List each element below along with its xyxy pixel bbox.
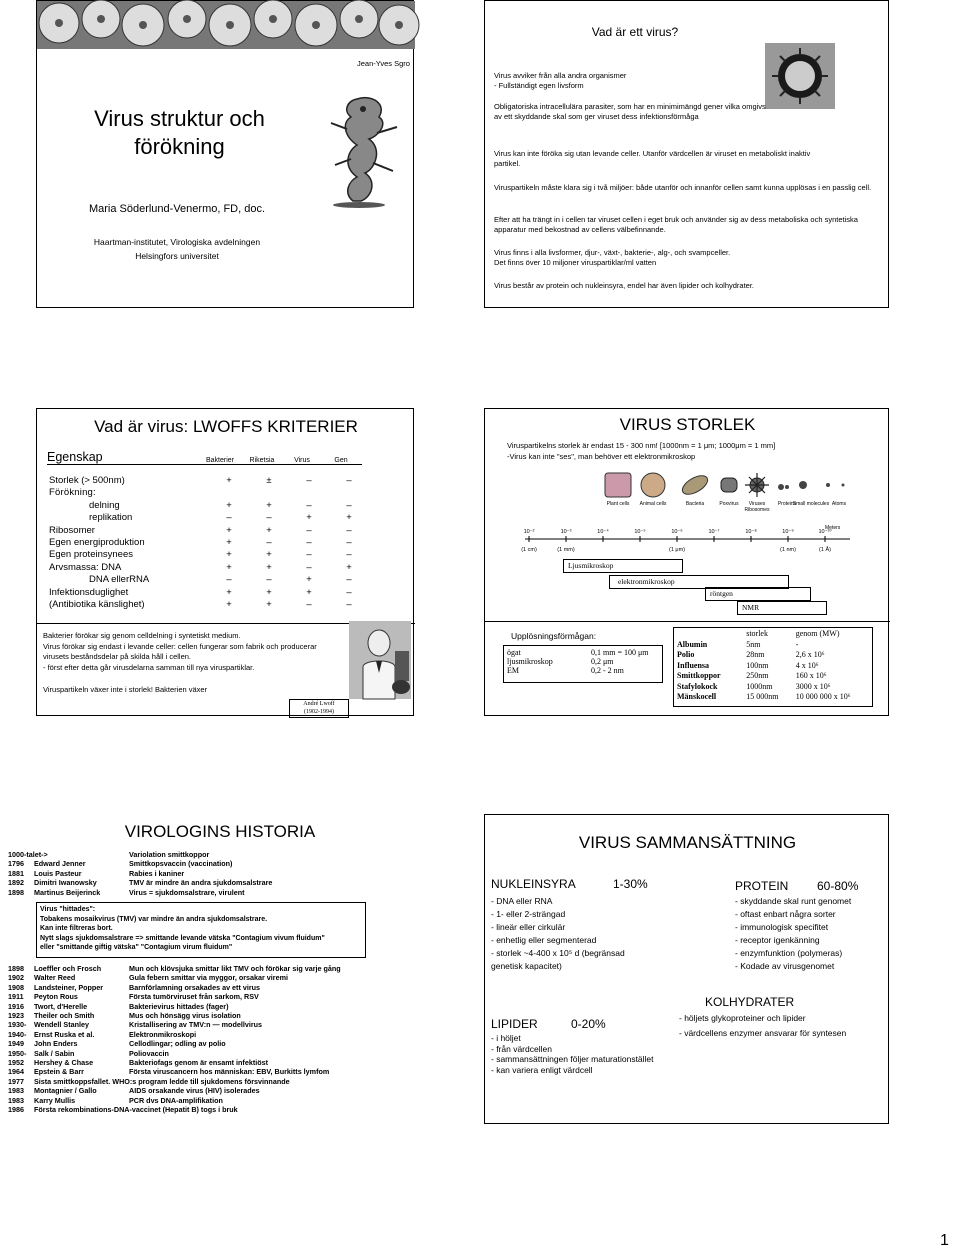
resolution-value: 0,2 - 2 nm bbox=[591, 666, 624, 675]
history-row bbox=[8, 964, 414, 973]
note-4: Viruspartikeln växer inte i storlek! Bakterien växer bbox=[43, 685, 208, 694]
size-cell: Mänskocell bbox=[677, 692, 717, 701]
box-line: Tobakens mosaikvirus (TMV) var mindre än andra sjukdomsalstrare. bbox=[40, 915, 268, 923]
label-small-molecules: Small molecules bbox=[792, 501, 830, 507]
list-item: - oftast enbart några sorter bbox=[735, 909, 836, 919]
size-line-1: Viruspartikelns storlek är endast 15 - 300 nm! [1000nm = 1 μm; 1000μm = 1 mm] bbox=[507, 441, 776, 450]
criteria-value: – bbox=[306, 537, 312, 549]
history-year: 1898 bbox=[8, 964, 24, 973]
criteria-value: + bbox=[226, 475, 232, 486]
size-cell: Smittkoppor bbox=[677, 671, 721, 680]
criteria-value: + bbox=[266, 524, 272, 536]
list-item: - receptor igenkänning bbox=[735, 935, 820, 945]
criteria-value: – bbox=[346, 549, 352, 561]
caption-name: André Lwoff bbox=[303, 701, 335, 707]
scale-unit-label: (1 nm) bbox=[780, 547, 796, 553]
resolution-value: 0,1 mm = 100 μm bbox=[591, 648, 649, 657]
label-atoms: Atoms bbox=[831, 501, 847, 507]
history-event: Elektronmikroskopi bbox=[129, 1029, 197, 1039]
criteria-row bbox=[49, 512, 369, 524]
history-later-list bbox=[8, 964, 414, 1115]
history-name: Wendell Stanley bbox=[34, 1020, 89, 1030]
criteria-value: + bbox=[266, 499, 272, 511]
criteria-label: Ribosomer bbox=[49, 524, 95, 536]
criteria-value: + bbox=[226, 499, 232, 511]
history-year: 1983 bbox=[8, 1095, 24, 1105]
criteria-row bbox=[49, 525, 369, 537]
list-item: - skyddande skal runt genomet bbox=[735, 896, 852, 906]
list-item: - Kodade av virusgenomet bbox=[735, 961, 835, 971]
history-name: Sista smittkoppsfallet. WHO:s program ledde till sjukdomens försvinnande bbox=[34, 1076, 290, 1086]
history-name: Theiler och Smith bbox=[34, 1011, 95, 1021]
history-name: Karry Mullis bbox=[34, 1095, 76, 1105]
criteria-value bbox=[249, 487, 289, 499]
criteria-value: – bbox=[346, 475, 352, 486]
size-cell: 160 x 10⁶ bbox=[795, 671, 827, 680]
criteria-value: – bbox=[306, 599, 312, 611]
history-name: Epstein & Barr bbox=[34, 1067, 84, 1077]
history-row bbox=[8, 1086, 414, 1095]
scale-tick-label: 10⁻⁹ bbox=[782, 529, 794, 535]
history-row bbox=[8, 992, 414, 1001]
list-item: - höljets glykoproteiner och lipider bbox=[679, 1013, 806, 1023]
lipid-pct: 0-20% bbox=[571, 1017, 606, 1031]
criteria-value: + bbox=[226, 586, 232, 598]
size-header-cell bbox=[674, 629, 743, 640]
history-row bbox=[8, 878, 408, 887]
criteria-value: – bbox=[306, 561, 312, 573]
size-header-cell: genom (MW) bbox=[795, 629, 840, 638]
history-row bbox=[8, 983, 414, 992]
history-year: 1911 bbox=[8, 992, 24, 1002]
scale-tick-label: 10⁻³ bbox=[560, 529, 572, 535]
scale-unit-label: (1 Å) bbox=[819, 547, 831, 553]
history-name: Twort, d'Herelle bbox=[34, 1001, 88, 1011]
history-year: 1940- bbox=[8, 1029, 27, 1039]
list-item: - 1- eller 2-strängad bbox=[491, 909, 566, 919]
history-event: Virus = sjukdomsalstrare, virulent bbox=[129, 887, 245, 897]
criteria-value: ± bbox=[266, 475, 272, 486]
list-item: - enhetlig eller segmenterad bbox=[491, 935, 597, 945]
criteria-value: + bbox=[266, 599, 272, 611]
size-cell: Stafylokock bbox=[677, 681, 718, 691]
criteria-row bbox=[49, 587, 369, 599]
resolution-value: 0,2 μm bbox=[591, 657, 614, 666]
lipid-title: LIPIDER bbox=[491, 1017, 538, 1031]
slide-virus-size bbox=[484, 408, 889, 716]
slide4-title: VIRUS STORLEK bbox=[619, 415, 756, 434]
criteria-value: – bbox=[306, 475, 312, 486]
list-item: - lineär eller cirkulär bbox=[491, 922, 566, 932]
method-xray: röntgen bbox=[705, 587, 811, 601]
size-row bbox=[674, 682, 872, 693]
history-year: 1898 bbox=[8, 887, 24, 897]
history-row bbox=[8, 1105, 414, 1114]
criteria-row bbox=[49, 537, 369, 549]
criteria-value: + bbox=[266, 549, 272, 561]
criteria-row bbox=[49, 549, 369, 561]
history-event: Gula febern smittar via myggor, orsakar viremi bbox=[129, 973, 288, 983]
header-col: Virus bbox=[294, 457, 310, 464]
label-bacteria: Bacteria bbox=[685, 501, 705, 507]
list-item: - storlek ~4-400 x 10⁵ d (begränsad bbox=[491, 948, 625, 958]
label-plant-cells: Plant cells bbox=[606, 501, 630, 507]
criteria-label: delning bbox=[89, 499, 120, 511]
history-name: Edward Jenner bbox=[34, 859, 86, 869]
criteria-value: – bbox=[266, 512, 272, 524]
criteria-value: – bbox=[306, 499, 312, 511]
protein-title: PROTEIN bbox=[735, 879, 789, 893]
history-row bbox=[8, 850, 408, 859]
history-name: Första rekombinations-DNA-vaccinet (Hepatit B) togs i bruk bbox=[34, 1105, 238, 1115]
history-name: Loeffler och Frosch bbox=[34, 964, 102, 973]
size-cell: 100nm bbox=[746, 660, 769, 670]
history-name: Walter Reed bbox=[34, 973, 76, 983]
scale-unit-label: (1 μm) bbox=[668, 547, 686, 553]
criteria-row bbox=[49, 475, 369, 487]
history-name: Montagnier / Gallo bbox=[34, 1086, 97, 1096]
size-cell: 28nm bbox=[746, 650, 765, 659]
header-col: Bakterier bbox=[205, 457, 234, 464]
criteria-value: – bbox=[346, 574, 352, 586]
history-event: Bakterievirus hittades (fager) bbox=[129, 1001, 229, 1011]
history-event: Första viruscancern hos människan: EBV, Burkitts lymfom bbox=[129, 1067, 330, 1077]
label-meters: Meters bbox=[825, 525, 841, 531]
history-row bbox=[8, 869, 408, 878]
size-cell: 1000nm bbox=[746, 681, 773, 691]
criteria-value bbox=[209, 487, 249, 499]
criteria-value: – bbox=[226, 512, 232, 524]
criteria-value: – bbox=[346, 499, 352, 511]
scale-unit-label: (1 mm) bbox=[557, 547, 575, 553]
list-item: - från värdcellen bbox=[491, 1043, 552, 1054]
history-year: 1902 bbox=[8, 973, 24, 983]
criteria-value: + bbox=[306, 512, 312, 524]
history-row bbox=[8, 1049, 414, 1058]
virus-discovered-box bbox=[36, 902, 366, 958]
caption-years: (1902-1994) bbox=[304, 708, 334, 715]
history-year: 1916 bbox=[8, 1001, 24, 1011]
note-3: - först efter detta går virusdelarna samman till nya viruspartiklar. bbox=[43, 663, 255, 672]
history-year: 1923 bbox=[8, 1011, 24, 1021]
history-event: Mun och klövsjuka smittar likt TMV och förökar sig varje gång bbox=[129, 964, 341, 973]
history-row bbox=[8, 1011, 414, 1020]
criteria-value: + bbox=[226, 524, 232, 536]
slide-what-is-virus bbox=[484, 0, 889, 308]
paragraph-5: Efter att ha trängt in i cellen tar viruset cellen i eget bruk och använder sig av dess metaboliska och syntetiska apparatur med bekostnad av cellens välbefinnande. bbox=[494, 215, 858, 234]
history-event: Smittkopsvaccin (vaccination) bbox=[129, 859, 233, 869]
resolution-row bbox=[504, 666, 651, 675]
history-year: 1796 bbox=[8, 859, 24, 869]
slide-title-text: Virus struktur och förökning bbox=[94, 106, 265, 159]
slide-lwoff-criteria bbox=[36, 408, 414, 716]
history-name: Martinus Beijerinck bbox=[34, 887, 101, 897]
criteria-value: + bbox=[226, 561, 232, 573]
label-poxvirus: Poxvirus bbox=[719, 501, 739, 507]
size-row bbox=[674, 692, 872, 703]
size-cell: 250nm bbox=[746, 671, 769, 680]
author: Maria Söderlund-Venermo, FD, doc. bbox=[88, 203, 266, 215]
criteria-value: – bbox=[346, 586, 352, 598]
criteria-value: + bbox=[226, 537, 232, 549]
history-year: 1950- bbox=[8, 1048, 27, 1058]
criteria-value: – bbox=[346, 599, 352, 611]
history-year: 1930- bbox=[8, 1020, 27, 1030]
list-item: - kan variera enligt värdcell bbox=[491, 1064, 593, 1075]
box-line: eller "smittande giftig vätska" "Contagium virum fluidum" bbox=[40, 944, 233, 951]
history-row bbox=[8, 1020, 414, 1029]
criteria-value bbox=[329, 487, 369, 499]
size-cell: Influensa bbox=[677, 660, 710, 670]
method-electron-microscope: elektronmikroskop bbox=[609, 575, 789, 589]
criteria-label: Arvsmassa: DNA bbox=[49, 561, 122, 573]
note-2: Virus förökar sig endast i levande celler: cellen fungerar som fabrik och producerar virusets beståndsdelar på skilda håll i cellen. bbox=[43, 642, 317, 661]
resolution-key: EM bbox=[507, 666, 519, 675]
criteria-value: + bbox=[266, 586, 272, 598]
criteria-row bbox=[49, 500, 369, 512]
history-event: Mus och hönsägg virus isolation bbox=[129, 1011, 241, 1021]
criteria-label: Infektionsduglighet bbox=[49, 586, 129, 598]
history-row bbox=[8, 973, 414, 982]
criteria-label: Förökning: bbox=[49, 487, 96, 499]
history-year: 1983 bbox=[8, 1086, 24, 1096]
criteria-value: – bbox=[266, 537, 272, 549]
label-proteins: Proteins bbox=[777, 501, 797, 507]
criteria-label: Egen energiproduktion bbox=[49, 537, 145, 549]
cell-icons bbox=[605, 472, 845, 498]
resolution-title: Upplösningsförmågan: bbox=[511, 631, 597, 641]
size-header-cell: storlek bbox=[746, 629, 768, 638]
criteria-table bbox=[49, 475, 369, 611]
list-item: genetisk kapacitet) bbox=[491, 961, 562, 971]
resolution-key: ljusmikroskop bbox=[507, 657, 553, 666]
size-cell: 2,6 x 10⁶ bbox=[795, 650, 825, 659]
protein-pct: 60-80% bbox=[817, 879, 859, 893]
history-row bbox=[8, 888, 408, 897]
history-event: PCR dvs DNA-amplifikation bbox=[129, 1095, 223, 1105]
university: Helsingfors universitet bbox=[135, 251, 219, 261]
note-1: Bakterier förökar sig genom celldelning i syntetiskt medium. bbox=[43, 631, 241, 640]
size-cell: - bbox=[795, 639, 799, 649]
criteria-value: – bbox=[306, 524, 312, 536]
scale-tick-label: 10⁻⁵ bbox=[634, 529, 646, 535]
label-ribosomes: Ribosomes bbox=[744, 507, 770, 513]
criteria-value: – bbox=[266, 574, 272, 586]
size-scale-diagram bbox=[521, 467, 855, 565]
history-row bbox=[8, 1030, 414, 1039]
carbohydrate-list bbox=[679, 1011, 846, 1041]
criteria-value: + bbox=[306, 574, 312, 586]
history-event: Barnförlamning orsakades av ett virus bbox=[129, 982, 261, 992]
size-line-2: -Virus kan inte "ses", man behöver ett elektronmikroskop bbox=[507, 452, 696, 461]
size-cell: Albumin bbox=[677, 639, 708, 649]
criteria-row bbox=[49, 599, 369, 611]
criteria-value: – bbox=[226, 574, 232, 586]
history-name: Salk / Sabin bbox=[34, 1048, 75, 1058]
criteria-value: + bbox=[346, 561, 352, 573]
box-line: Kan inte filtreras bort. bbox=[40, 925, 113, 932]
history-event: Cellodlingar; odling av polio bbox=[129, 1039, 226, 1049]
resolution-table bbox=[503, 645, 663, 683]
method-light-microscope: Ljusmikroskop bbox=[563, 559, 683, 573]
photo-credit: Jean-Yves Sgro bbox=[357, 59, 410, 68]
scale-tick-label: 10⁻⁸ bbox=[745, 529, 757, 535]
history-year: 1949 bbox=[8, 1039, 24, 1049]
divider bbox=[485, 621, 890, 622]
criteria-label: (Antibiotika känslighet) bbox=[49, 599, 145, 611]
slide-virus-composition bbox=[484, 814, 889, 1124]
history-name: Hershey & Chase bbox=[34, 1058, 94, 1068]
protein-list bbox=[735, 895, 851, 973]
institute: Haartman-institutet, Virologiska avdelningen bbox=[93, 237, 261, 247]
size-cell: 15 000nm bbox=[746, 692, 779, 701]
portrait-caption bbox=[289, 699, 349, 718]
history-event: Rabies i kaniner bbox=[129, 868, 185, 878]
size-cell: 3000 x 10⁶ bbox=[795, 681, 831, 691]
slide2-title: Vad är ett virus? bbox=[591, 25, 679, 39]
history-event: AIDS orsakande virus (HIV) isolerades bbox=[129, 1086, 260, 1096]
history-row bbox=[8, 1067, 414, 1076]
history-year: 1964 bbox=[8, 1067, 24, 1077]
history-year: 1908 bbox=[8, 982, 24, 992]
history-name: John Enders bbox=[34, 1039, 78, 1049]
label-animal-cells: Animal cells bbox=[639, 501, 667, 507]
resolution-row bbox=[504, 657, 651, 666]
history-event: Variolation smittkoppor bbox=[129, 850, 210, 859]
size-header-row bbox=[674, 629, 872, 640]
scale-tick-label: 10⁻² bbox=[523, 529, 535, 535]
resolution-row bbox=[504, 648, 651, 657]
list-item: - i höljet bbox=[491, 1033, 521, 1043]
paragraph-7: Virus består av protein och nukleinsyra, endel har även lipider och kolhydrater. bbox=[494, 281, 755, 290]
history-row bbox=[8, 1002, 414, 1011]
history-year: 1986 bbox=[8, 1105, 24, 1115]
slide5-title: VIROLOGINS HISTORIA bbox=[124, 822, 316, 841]
criteria-value: – bbox=[306, 549, 312, 561]
size-row bbox=[674, 671, 872, 682]
history-event: Kristallisering av TMV:n — modellvirus bbox=[129, 1020, 263, 1030]
history-year: 1977 bbox=[8, 1076, 24, 1086]
paragraph-6: Virus finns i alla livsformer, djur-, växt-, bakterie-, alg-, och svampceller. Det finns över 10 miljoner viruspartiklar/ml vatten bbox=[494, 248, 731, 267]
history-year: 1952 bbox=[8, 1058, 24, 1068]
slide-title bbox=[36, 0, 414, 308]
criteria-label: Storlek (> 500nm) bbox=[49, 475, 125, 486]
header-col: Riketsia bbox=[249, 457, 275, 464]
virus-figure-illustration bbox=[317, 89, 412, 209]
size-row bbox=[674, 640, 872, 651]
criteria-label: DNA ellerRNA bbox=[89, 574, 150, 586]
history-row bbox=[8, 1058, 414, 1067]
virus-particle-photo bbox=[765, 43, 835, 109]
criteria-label: Egen proteinsynees bbox=[49, 549, 133, 561]
nucleic-acid-list bbox=[491, 895, 625, 973]
criteria-value: + bbox=[266, 561, 272, 573]
history-row bbox=[8, 1096, 414, 1105]
nucleic-acid-title: NUKLEINSYRA bbox=[491, 877, 576, 891]
scale-tick-label: 10⁻⁷ bbox=[708, 529, 720, 535]
page-number: 1 bbox=[940, 1232, 949, 1249]
paragraph-2: Obligatoriska intracellulära parasiter, som har en minimimängd gener vilka omgivs av ett skyddande skal som ger viruset dess infektionsförmåga bbox=[494, 102, 766, 121]
resolution-key: ögat bbox=[507, 648, 521, 657]
size-row bbox=[674, 661, 872, 672]
criteria-value: + bbox=[306, 586, 312, 598]
method-nmr: NMR bbox=[737, 601, 827, 615]
box-line: Virus "hittades": bbox=[40, 906, 96, 913]
scale-unit-label: (1 cm) bbox=[521, 547, 537, 553]
nucleic-acid-pct: 1-30% bbox=[613, 877, 648, 891]
lipid-list bbox=[491, 1033, 654, 1075]
label-viruses: Viruses bbox=[748, 501, 766, 507]
criteria-value bbox=[289, 487, 329, 499]
list-item: - värdcellens enzymer ansvarar för syntesen bbox=[679, 1028, 847, 1038]
history-event: TMV är mindre än andra sjukdomsalstrare bbox=[129, 878, 273, 888]
size-cell: Polio bbox=[677, 650, 695, 659]
box-line: Nytt slags sjukdomsalstrare => smittande levande vätska "Contagium vivum fluidum" bbox=[40, 934, 325, 942]
history-name: Dimitri Iwanowsky bbox=[34, 878, 97, 888]
history-early-list bbox=[8, 850, 408, 897]
history-name: Peyton Rous bbox=[34, 992, 78, 1002]
criteria-value: – bbox=[346, 537, 352, 549]
criteria-value: + bbox=[226, 549, 232, 561]
history-row bbox=[8, 1077, 414, 1086]
criteria-row bbox=[49, 574, 369, 586]
header-label: Egenskap bbox=[47, 450, 103, 464]
history-name: Louis Pasteur bbox=[34, 868, 82, 878]
slide3-title: Vad är virus: LWOFFS KRITERIER bbox=[94, 417, 358, 436]
history-event: Bakteriofags genom är ensamt infektiöst bbox=[129, 1058, 268, 1068]
size-cell: 10 000 000 x 10⁶ bbox=[795, 692, 851, 701]
history-event: Poliovaccin bbox=[129, 1048, 169, 1058]
list-item: - enzymfunktion (polymeras) bbox=[735, 948, 843, 958]
list-item: - DNA eller RNA bbox=[491, 896, 553, 906]
history-year: 1000-talet-> bbox=[8, 850, 48, 859]
scale-tick-label: 10⁻⁶ bbox=[671, 529, 683, 535]
list-item: - sammansättningen följer maturationstället bbox=[491, 1054, 654, 1064]
history-event: Första tumörviruset från sarkom, RSV bbox=[129, 992, 259, 1002]
history-row bbox=[8, 859, 408, 868]
virus-capsid-banner bbox=[37, 1, 415, 49]
slide6-title: VIRUS SAMMANSÄTTNING bbox=[578, 833, 797, 852]
scale-tick-label: 10⁻¹⁰ bbox=[818, 529, 832, 535]
paragraph-4: Viruspartikeln måste klara sig i två miljöer: både utanför och innanför cellen samt kunna upplösas i en passlig cell. bbox=[494, 183, 872, 192]
carbohydrate-title: KOLHYDRATER bbox=[705, 995, 795, 1009]
criteria-value: + bbox=[226, 599, 232, 611]
portrait-photo bbox=[349, 621, 411, 699]
list-item: - immunologisk specifitet bbox=[735, 922, 829, 932]
paragraph-1: Virus avviker från alla andra organismer - Fullständigt egen livsform bbox=[494, 71, 627, 90]
header-col: Gen bbox=[334, 457, 348, 464]
history-year: 1881 bbox=[8, 868, 24, 878]
criteria-value: – bbox=[346, 524, 352, 536]
size-comparison-table bbox=[673, 627, 873, 707]
scale-tick-label: 10⁻⁴ bbox=[597, 529, 609, 535]
history-row bbox=[8, 1039, 414, 1048]
size-row bbox=[674, 650, 872, 661]
paragraph-3: Virus kan inte föröka sig utan levande celler. Utanför värdcellen är viruset en metaboliskt inaktiv partikel. bbox=[494, 149, 811, 168]
criteria-row bbox=[49, 487, 369, 499]
criteria-header bbox=[47, 445, 362, 465]
history-year: 1892 bbox=[8, 878, 24, 888]
slide-virology-history bbox=[0, 814, 414, 1124]
criteria-label: replikation bbox=[89, 512, 133, 524]
size-cell: 4 x 10⁶ bbox=[795, 660, 819, 670]
history-name: Ernst Ruska et al. bbox=[34, 1029, 95, 1039]
criteria-row bbox=[49, 562, 369, 574]
size-cell: 5nm bbox=[746, 639, 761, 649]
criteria-value: + bbox=[346, 512, 352, 524]
history-name: Landsteiner, Popper bbox=[34, 982, 104, 992]
